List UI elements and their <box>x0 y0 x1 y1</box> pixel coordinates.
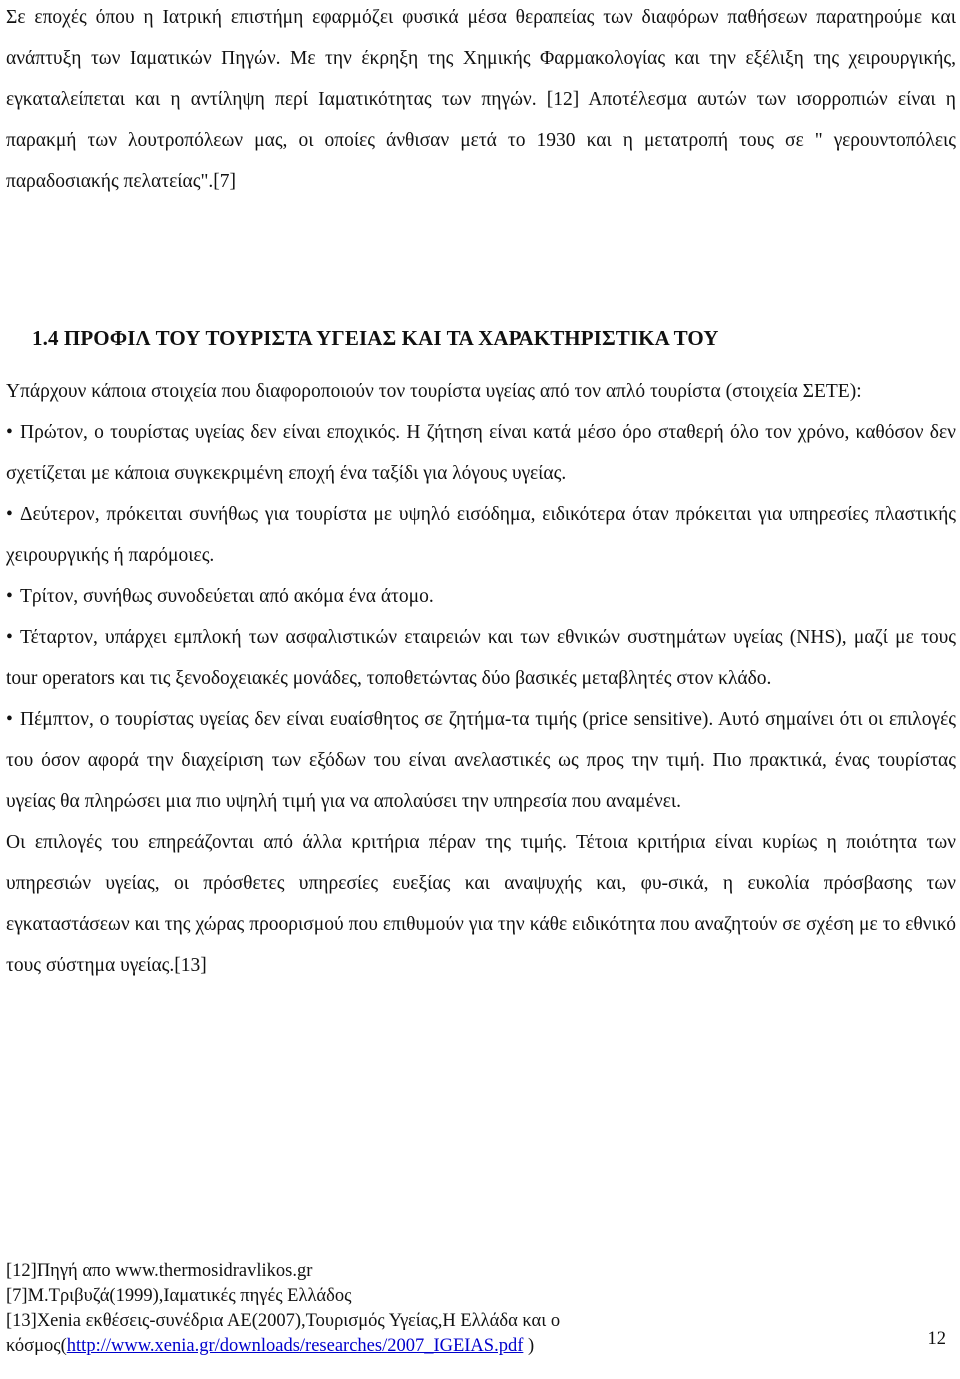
section-body <box>6 371 956 986</box>
footnote-13-link[interactable]: http://www.xenia.gr/downloads/researches/2007_IGEIAS.pdf <box>66 1336 524 1356</box>
bullet-item-1 <box>6 412 956 494</box>
bullet-icon: • <box>6 709 13 730</box>
bullet-icon: • <box>6 422 13 443</box>
closing-paragraph: Οι επιλογές του επηρεάζονται από άλλα κριτήρια πέραν της τιμής. Τέτοια κριτήρια είναι κυρίως η ποιότητα των υπηρεσιών υγείας, οι πρόσθετες υπηρεσίες ευεξίας και αναψυχής και, φυ-σικά, η ευκολία πρόσβασης των εγκαταστάσεων και της χώρας προορισμού που επιθυμούν για την κάθε ειδικότητα που αναζητούν σε σχέση με το εθνικό τους σύστημα υγείας.[13] <box>6 832 956 976</box>
page-number: 12 <box>927 1329 946 1349</box>
section-heading: 1.4 ΠΡΟΦΙΛ ΤΟΥ ΤΟΥΡΙΣΤΑ ΥΓΕΙΑΣ ΚΑΙ ΤΑ ΧΑΡΑΚΤΗΡΙΣΤΙΚΑ ΤΟΥ <box>32 326 719 350</box>
bullet-text: Δεύτερον, πρόκειται συνήθως για τουρίστα με υψηλό εισόδημα, ειδικότερα όταν πρόκειται για υπηρεσίες πλαστικής χειρουργικής ή παρόμοιες. <box>6 504 956 566</box>
document-page <box>6 0 956 1356</box>
footnotes <box>6 1259 956 1359</box>
bullet-item-3 <box>6 576 956 617</box>
footnote-13 <box>6 1309 956 1359</box>
bullet-text: Τέταρτον, υπάρχει εμπλοκή των ασφαλιστικών εταιρειών και των εθνικών συστημάτων υγείας (NHS), μαζί με τους tour operators και τις ξενοδοχειακές μονάδες, τοποθετώντας δύο βασικές μεταβλητές στον κλάδο. <box>6 627 956 689</box>
bullet-item-5 <box>6 699 956 822</box>
bullet-text: Τρίτον, συνήθως συνοδεύεται από ακόμα ένα άτομο. <box>20 586 434 607</box>
section-lead: Υπάρχουν κάποια στοιχεία που διαφοροποιούν τον τουρίστα υγείας από τον απλό τουρίστα (στοιχεία ΣΕΤΕ): <box>6 381 862 402</box>
intro-paragraph: Σε εποχές όπου η Ιατρική επιστήμη εφαρμόζει φυσικά μέσα θεραπείας των διαφόρων παθήσεων παρατηρούμε και ανάπτυξη των Ιαματικών Πηγών. Με την έκρηξη της Χημικής Φαρμακολογίας και την εξέλιξη της χειρουργικής, εγκαταλείπεται και η αντίληψη περί Ιαματικότητας των πηγών. [12] Αποτέλεσμα αυτών των ισορροπιών είναι η παρακμή των λουτροπόλεων μας, οι οποίες άνθισαν μετά το 1930 και η μετατροπή τους σε " γερουντοπόλεις παραδοσιακής πελατείας".[7] <box>6 7 956 192</box>
bullet-text: Πρώτον, ο τουρίστας υγείας δεν είναι εποχικός. Η ζήτηση είναι κατά μέσο όρο σταθερή όλο τον χρόνο, καθόσον δεν σχετίζεται με κάποια συγκεκριμένη εποχή ένα ταξίδι για λόγους υγείας. <box>6 422 956 484</box>
footnote-13-suffix: ) <box>523 1336 535 1356</box>
bullet-item-4 <box>6 617 956 699</box>
bullet-icon: • <box>6 504 13 525</box>
bullet-text: Πέμπτον, ο τουρίστας υγείας δεν είναι ευαίσθητος σε ζητήμα-τα τιμής (price sensitive). Αυτό σημαίνει ότι οι επιλογές του όσον αφορά την διαχείριση των εξόδων του είναι ανελαστικές ως προς την τιμή. Πιο πρακτικά, ένας τουρίστας υγείας θα πληρώσει μια πιο υψηλή τιμή για να απολαύσει την υπηρεσία που αναμένει. <box>6 709 956 812</box>
bullet-item-2 <box>6 494 956 576</box>
footnote-13-text: [13]Xenia εκθέσεις-συνέδρια ΑΕ(2007),Τουρισμός Υγείας,Η Ελλάδα και ο κόσμος( <box>6 1311 561 1356</box>
footnote-12: [12]Πηγή απο www.thermosidravlikos.gr <box>6 1261 313 1281</box>
bullet-icon: • <box>6 586 13 607</box>
bullet-icon: • <box>6 627 13 648</box>
footnote-7: [7]Μ.Τριβυζά(1999),Ιαματικές πηγές Ελλάδος <box>6 1286 352 1306</box>
